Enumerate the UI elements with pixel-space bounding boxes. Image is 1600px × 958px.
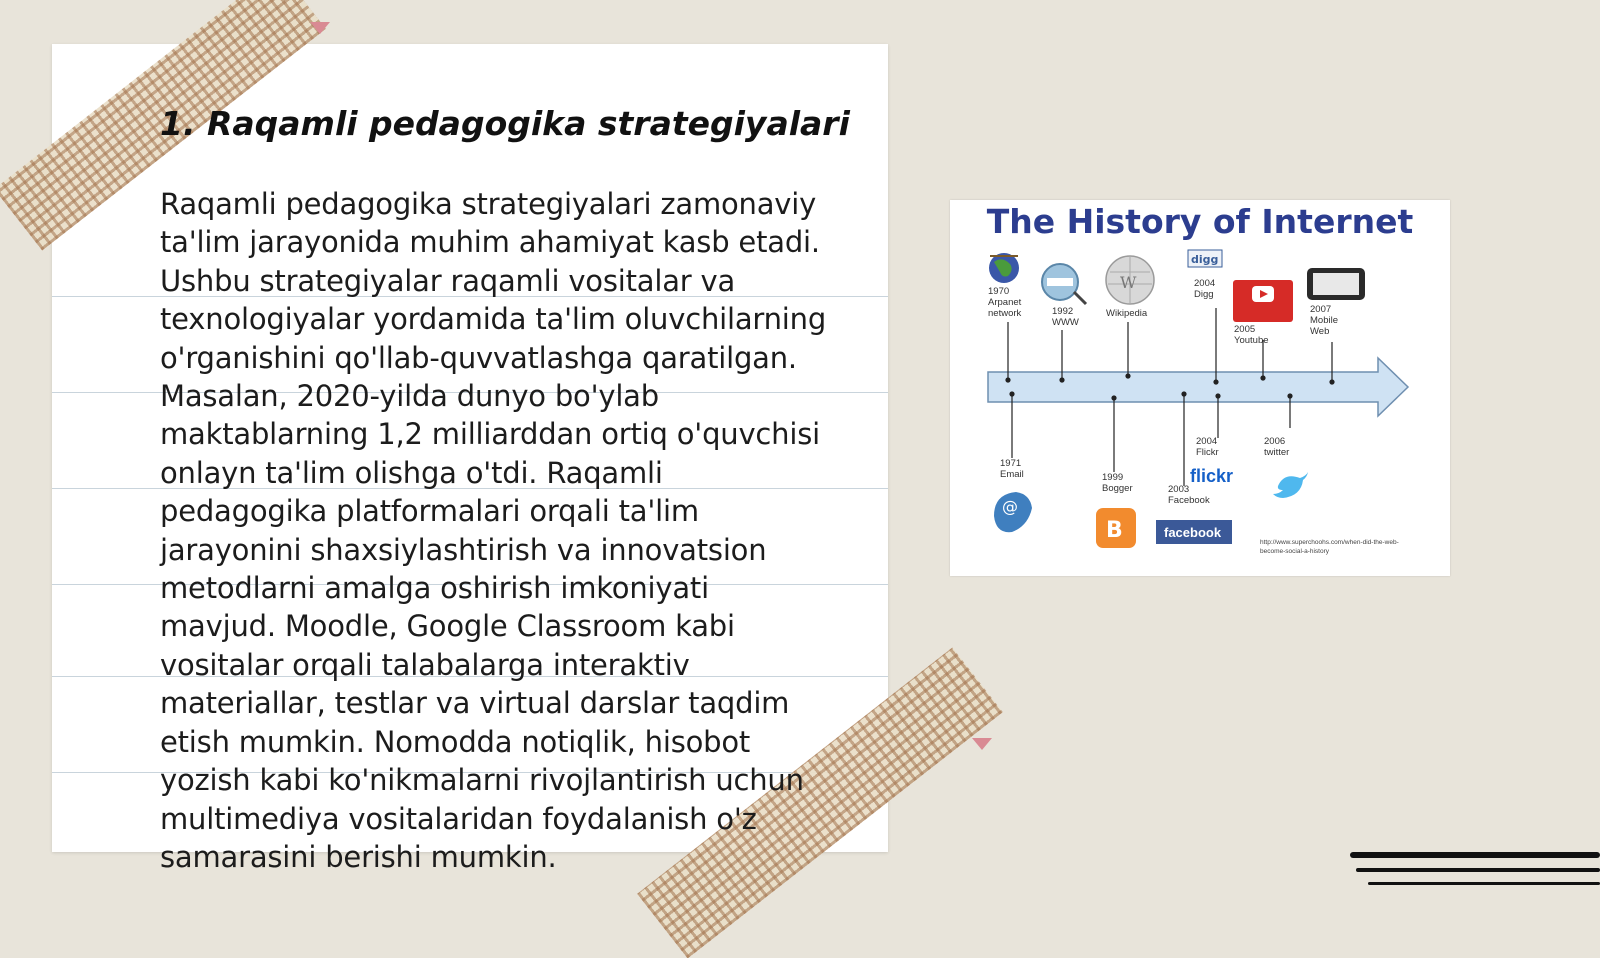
globe-icon (989, 253, 1019, 283)
digg-logo-icon (1188, 250, 1222, 267)
image-credit-url: http://www.superchoohs.com/when-did-the-web- (1260, 539, 1399, 546)
timeline-event-label: 2004 (1196, 436, 1218, 447)
svg-text:B: B (1106, 518, 1123, 543)
timeline-event-label: Flickr (1196, 447, 1219, 458)
internet-history-image (950, 200, 1450, 576)
pin-icon (310, 22, 330, 34)
timeline-event-label: 2007 (1310, 304, 1332, 315)
mobile-phone-icon (1307, 268, 1365, 300)
flickr-logo (1190, 466, 1233, 486)
email-icon (994, 492, 1032, 532)
timeline-title: The History of Internet (986, 202, 1414, 241)
image-credit-url: become-social-a-history (1260, 548, 1329, 555)
svg-text:W: W (1120, 273, 1137, 292)
timeline-event-label: 1970 (988, 286, 1010, 297)
timeline-event-label: Arpanet (988, 297, 1022, 308)
timeline-event-label: Web (1310, 326, 1330, 337)
svg-text:digg: digg (1191, 253, 1219, 266)
timeline-event-label: Mobile (1310, 315, 1338, 326)
decorative-brush-stroke (1356, 868, 1600, 872)
twitter-bird-icon (1273, 472, 1308, 498)
decorative-brush-stroke (1368, 882, 1600, 885)
timeline-arrow (988, 358, 1408, 416)
www-magnifier-icon (1042, 264, 1086, 304)
timeline-event-label: Bogger (1102, 483, 1133, 494)
timeline-graphic (950, 200, 1450, 576)
blogger-icon (1096, 508, 1136, 548)
timeline-event-label: WWW (1052, 317, 1079, 328)
timeline-event-label: 1971 (1000, 458, 1022, 469)
timeline-event-label: 1999 (1102, 472, 1124, 483)
timeline-event-label: network (988, 308, 1022, 319)
youtube-icon (1233, 280, 1293, 322)
facebook-logo (1156, 520, 1232, 544)
timeline-event-label: Digg (1194, 289, 1214, 300)
timeline-event-label: twitter (1264, 447, 1290, 458)
timeline-event-label: 2006 (1264, 436, 1286, 447)
timeline-event-label: 2004 (1194, 278, 1216, 289)
timeline-event-label: Facebook (1168, 495, 1210, 506)
decorative-brush-stroke (1350, 852, 1600, 858)
slide-title: 1. Raqamli pedagogika strategiyalari (160, 104, 850, 143)
timeline-event-label: 2003 (1168, 484, 1190, 495)
slide-body-text: Raqamli pedagogika strategiyalari zamonaviy ta'lim jarayonida muhim ahamiyat kasb etadi. Ushbu strategiyalar raqamli vositalar va texnologiyalar yordamida ta'lim oluvchilarning o'rganishini qo'llab-quvvatlashga qaratilgan. Masalan, 2020-yilda dunyo bo'ylab maktablarning 1,2 milliarddan ortiq o'quvchisi onlayn ta'lim olishga o'tdi. Raqamli pedagogika platformalari orqali ta'lim jarayonini shaxsiylashtirish va innovatsion metodlarni amalga oshirish imkoniyati mavjud. Moodle, Google Classroom kabi vositalar orqali talabalarga interaktiv materiallar, testlar va virtual darslar taqdim etish mumkin. Nomodda notiqlik, hisobot yozish kabi ko'nikmalarni rivojlantirish uchun multimediya vositalaridan foydalanish o'z samarasini berishi mumkin. (160, 187, 827, 874)
timeline-event-label: 1992 (1052, 306, 1074, 317)
svg-text:facebook: facebook (1164, 525, 1222, 540)
timeline-event-label: Youtube (1234, 335, 1269, 346)
pin-icon (972, 738, 992, 750)
svg-text:flickr: flickr (1190, 466, 1234, 486)
timeline-event-label: Email (1000, 469, 1024, 480)
timeline-event-label: 2005 (1234, 324, 1256, 335)
wikipedia-globe-icon (1106, 256, 1154, 304)
timeline-event-label: Wikipedia (1106, 308, 1148, 319)
svg-text:@: @ (1002, 497, 1018, 516)
